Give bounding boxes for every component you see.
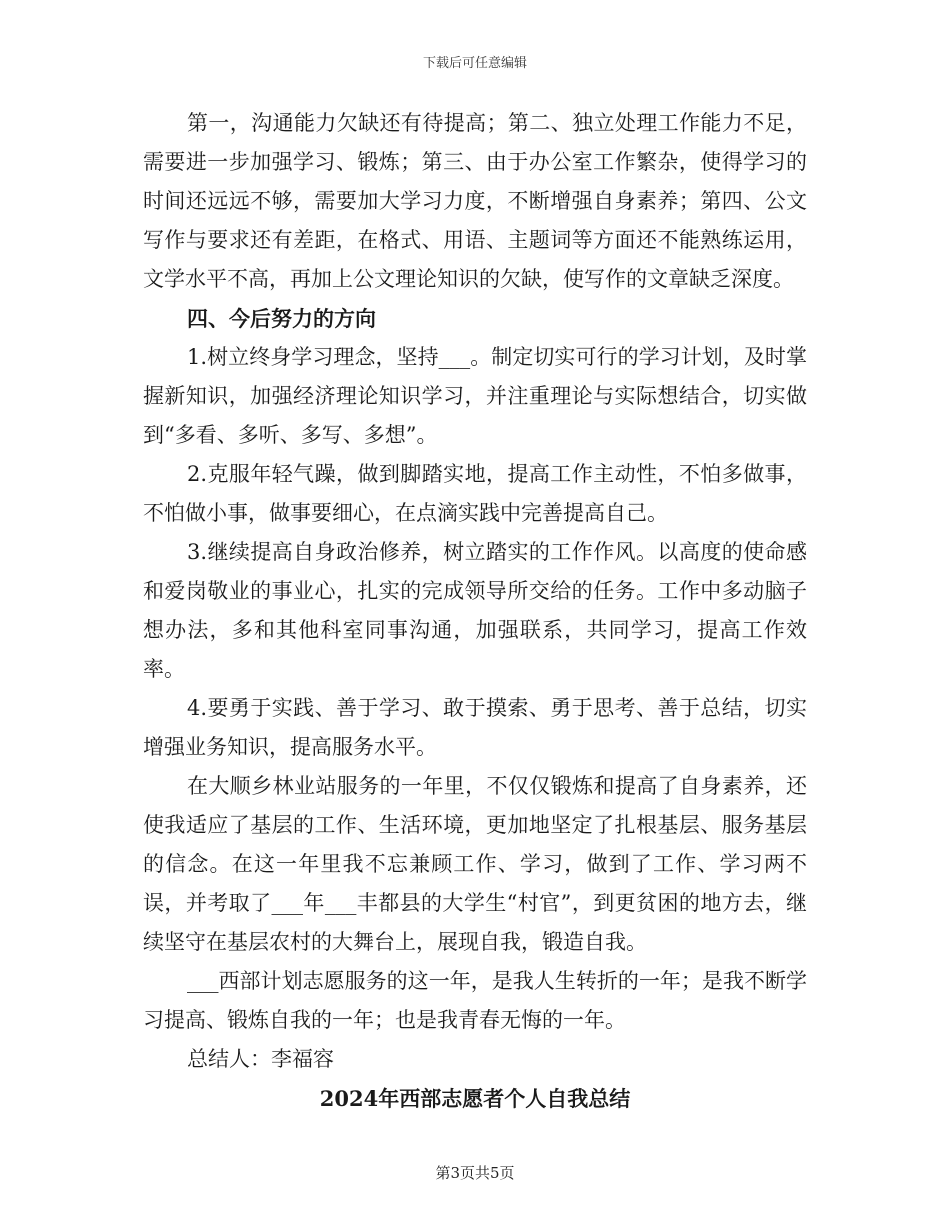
list-item-1: 1.树立终身学习理念，坚持___。制定切实可行的学习计划，及时掌握新知识，加强经济理论知识学习，并注重理论与实际想结合，切实做到“多看、多听、多写、多想”。 — [143, 345, 807, 447]
list-item-4: 4.要勇于实践、善于学习、敢于摸索、勇于思考、善于总结，切实增强业务知识，提高服务水平。 — [143, 696, 807, 759]
page-header-note: 下载后可任意编辑 — [422, 56, 527, 71]
page-number: 第3页共5页 — [435, 1164, 515, 1182]
document-body — [143, 104, 807, 1118]
next-section-title: 2024年西部志愿者个人自我总结 — [319, 1086, 631, 1111]
list-item-3: 3.继续提高自身政治修养，树立踏实的工作作风。以高度的使命感和爱岗敬业的事业心，扎实的完成领导所交给的任务。工作中多动脑子想办法，多和其他科室同事沟通，加强联系，共同学习，提高工作效率。 — [143, 540, 807, 681]
section-heading-4: 四、今后努力的方向 — [187, 306, 376, 331]
weakness-paragraph: 第一，沟通能力欠缺还有待提高；第二、独立处理工作能力不足，需要进一步加强学习、锻炼；第三、由于办公室工作繁杂，使得学习的时间还远远不够，需要加大学习力度，不断增强自身素养；第四、公文写作与要求还有差距，在格式、用语、主题词等方面还不能熟练运用，文学水平不高，再加上公文理论知识的欠缺，使写作的文章缺乏深度。 — [143, 111, 807, 291]
closing-paragraph-2: ___西部计划志愿服务的这一年，是我人生转折的一年；是我不断学习提高、锻炼自我的一年；也是我青春无悔的一年。 — [143, 969, 807, 1032]
list-item-2: 2.克服年轻气躁，做到脚踏实地，提高工作主动性，不怕多做事，不怕做小事，做事要细心，在点滴实践中完善提高自己。 — [143, 462, 807, 525]
signature-line: 总结人：李福容 — [187, 1047, 334, 1071]
closing-paragraph-1: 在大顺乡林业站服务的一年里，不仅仅锻炼和提高了自身素养，还使我适应了基层的工作、生活环境，更加地坚定了扎根基层、服务基层的信念。在这一年里我不忘兼顾工作、学习，做到了工作、学习两不误，并考取了___年___丰都县的大学生“村官”，到更贫困的地方去，继续坚守在基层农村的大舞台上，展现自我，锻造自我。 — [143, 774, 807, 954]
